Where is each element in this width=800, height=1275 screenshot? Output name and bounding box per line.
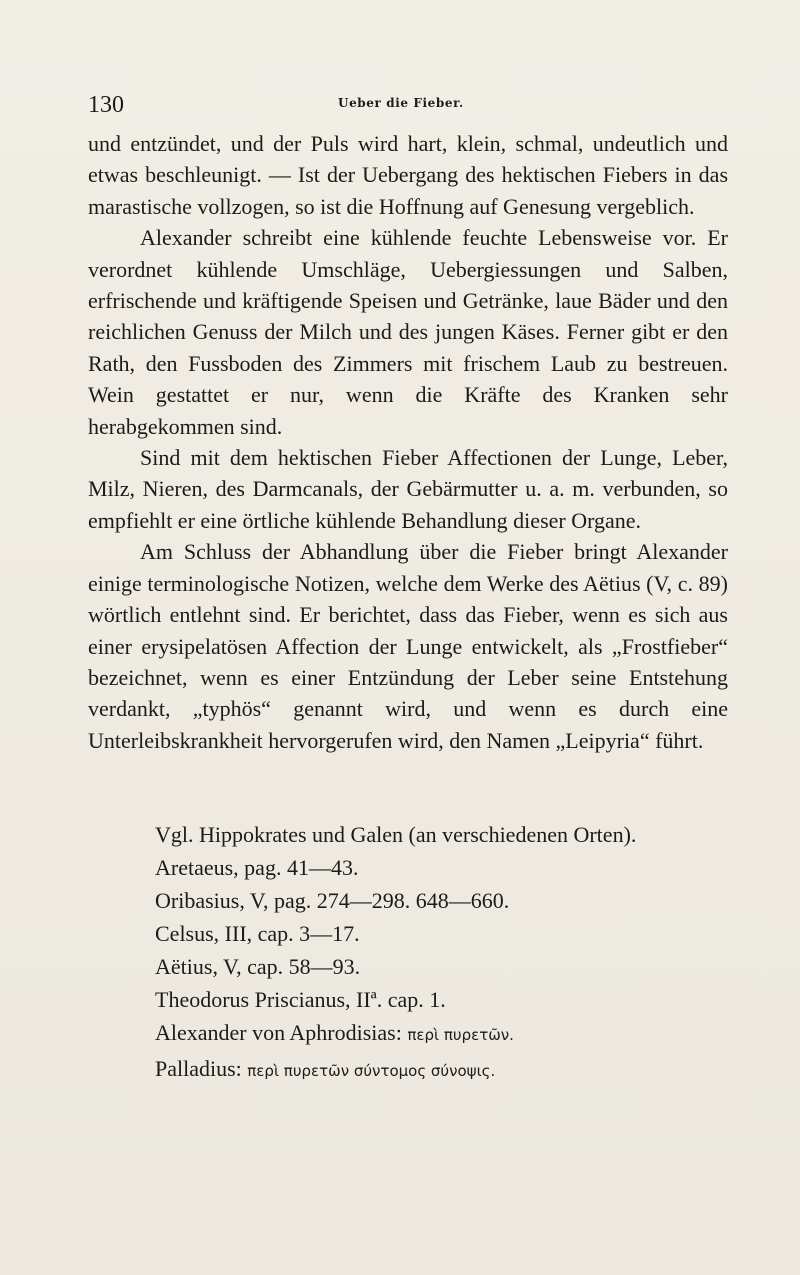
reference-author: Alexander von Aphrodisias: (155, 1020, 408, 1045)
paragraph-continuation: und entzündet, und der Puls wird hart, klein, schmal, undeutlich und etwas beschleunigt. — Ist der Uebergang des hektischen Fiebers in das marastische vollzogen, so ist die Hoffnung auf Genesung vergeblich. (88, 131, 728, 219)
paragraph: Alexander schreibt eine kühlende feuchte Lebensweise vor. Er verordnet kühlende Umschläge, Uebergiessungen und Salben, erfrischende und kräftigende Speisen und Getränke, laue Bäder und den reichlichen Genuss der Milch und des jungen Käses. Ferner gibt er den Rath, den Fussboden des Zimmers mit frischem Laub zu bestreuen. Wein gestattet er nur, wenn die Kräfte des Kranken sehr herabgekommen sind. (88, 225, 728, 439)
page-number: 130 (88, 92, 124, 118)
reference-item: Vgl. Hippokrates und Galen (an verschiedenen Orten). (155, 822, 637, 847)
greek-title: περὶ πυρετῶν σύντομος σύνοψις. (247, 1062, 496, 1080)
greek-title: περὶ πυρετῶν. (407, 1026, 514, 1044)
reference-author: Palladius: (155, 1056, 248, 1081)
running-head: Ueber die Fieber. (338, 96, 464, 110)
reference-item-greek (155, 1016, 755, 1052)
reference-item: Theodorus Priscianus, IIª. cap. 1. (155, 987, 446, 1012)
reference-item: Celsus, III, cap. 3—17. (155, 921, 360, 946)
paragraph: Am Schluss der Abhandlung über die Fieber bringt Alexander einige terminologische Notizen, welche dem Werke des Aëtius (V, c. 89) wörtlich entlehnt sind. Er berichtet, dass das Fieber, wenn es sich aus einer erysipelatösen Affection der Lunge entwickelt, als „Frostfieber“ bezeichnet, wenn es einer Entzündung der Leber seine Entstehung verdankt, „typhös“ genannt wird, und wenn es durch eine Unterleibskrankheit hervorgerufen wird, den Namen „Leipyria“ führt. (88, 539, 728, 753)
reference-item: Oribasius, V, pag. 274—298. 648—660. (155, 888, 510, 913)
main-text (88, 128, 728, 756)
reference-item: Aëtius, V, cap. 58—93. (155, 954, 361, 979)
reference-item: Aretaeus, pag. 41—43. (155, 855, 359, 880)
reference-list (155, 818, 755, 1088)
reference-item-greek (155, 1052, 755, 1088)
paragraph: Sind mit dem hektischen Fieber Affectionen der Lunge, Leber, Milz, Nieren, des Darmcanals, der Gebärmutter u. a. m. verbunden, so empfiehlt er eine örtliche kühlende Behandlung dieser Organe. (88, 445, 728, 533)
page-header (88, 92, 728, 126)
